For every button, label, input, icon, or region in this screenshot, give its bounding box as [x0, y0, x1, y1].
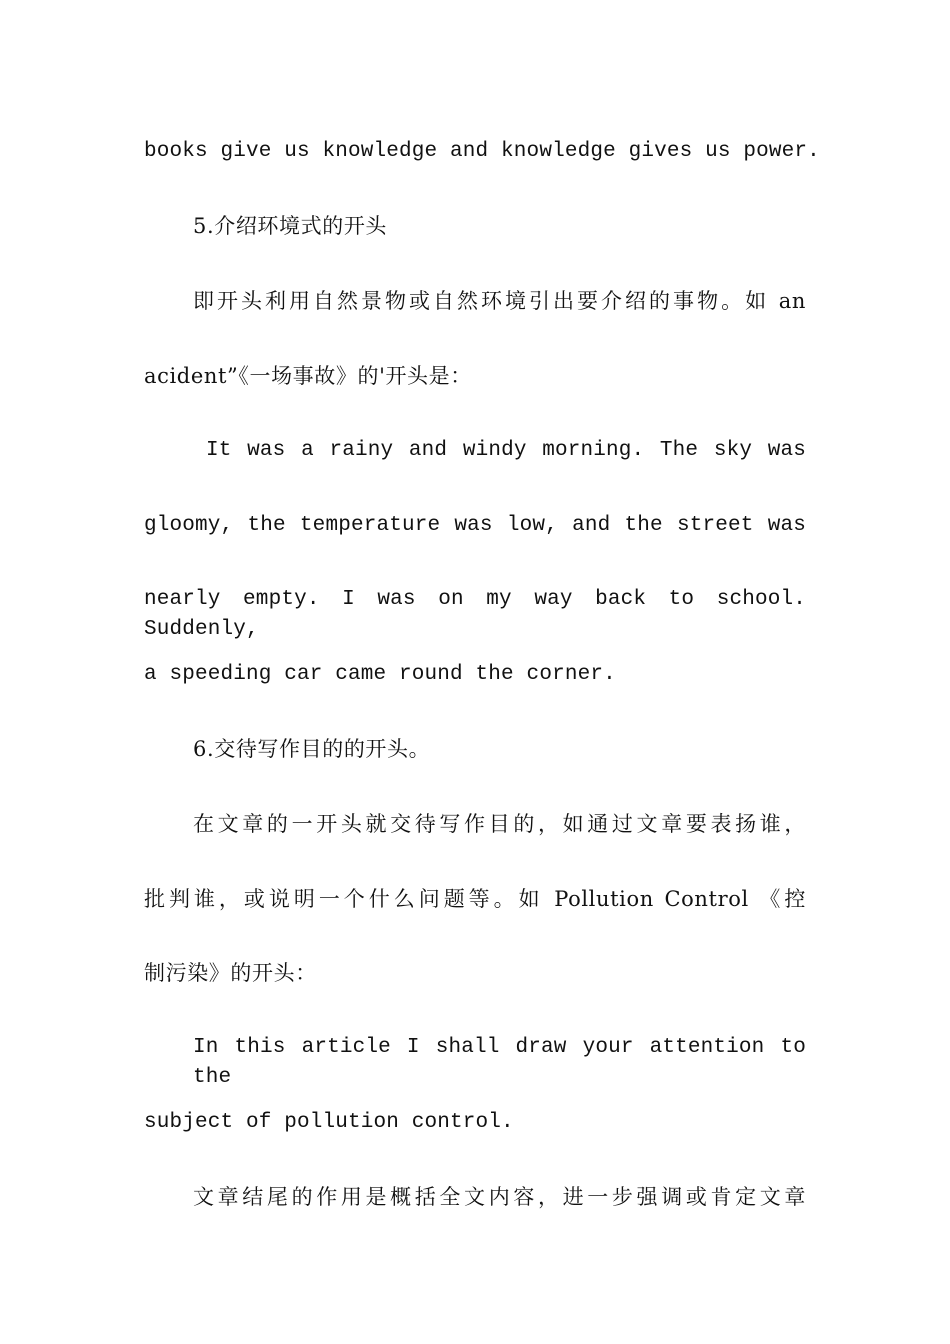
- paragraph-line: 在文章的一开头就交待写作目的，如通过文章要表扬谁，: [193, 812, 806, 836]
- example-line: nearly empty. I was on my way back to school. Suddenly,: [144, 588, 806, 641]
- text-line-1: books give us knowledge and knowledge gives us power.: [144, 140, 820, 163]
- example-line: It was a rainy and windy morning. The sky was: [206, 439, 806, 462]
- paragraph-line: 文章结尾的作用是概括全文内容，进一步强调或肯定文章: [193, 1185, 806, 1209]
- paragraph-line: 制污染》的开头：: [144, 961, 317, 985]
- section-heading-5: 5.介绍环境式的开头: [193, 214, 388, 238]
- paragraph-line: 批判谁，或说明一个什么问题等。如 Pollution Control 《控: [144, 887, 806, 911]
- paragraph-line: 即开头利用自然景物或自然环境引出要介绍的事物。如 an: [193, 289, 806, 313]
- paragraph-line: acident”《一场事故》的'开头是：: [144, 364, 472, 388]
- example-line: gloomy, the temperature was low, and the street was: [144, 514, 806, 537]
- example-line: In this article I shall draw your attention to the: [193, 1036, 806, 1089]
- section-heading-6: 6.交待写作目的的开头。: [193, 737, 431, 761]
- example-line: a speeding car came round the corner.: [144, 663, 616, 686]
- example-line: subject of pollution control.: [144, 1111, 514, 1134]
